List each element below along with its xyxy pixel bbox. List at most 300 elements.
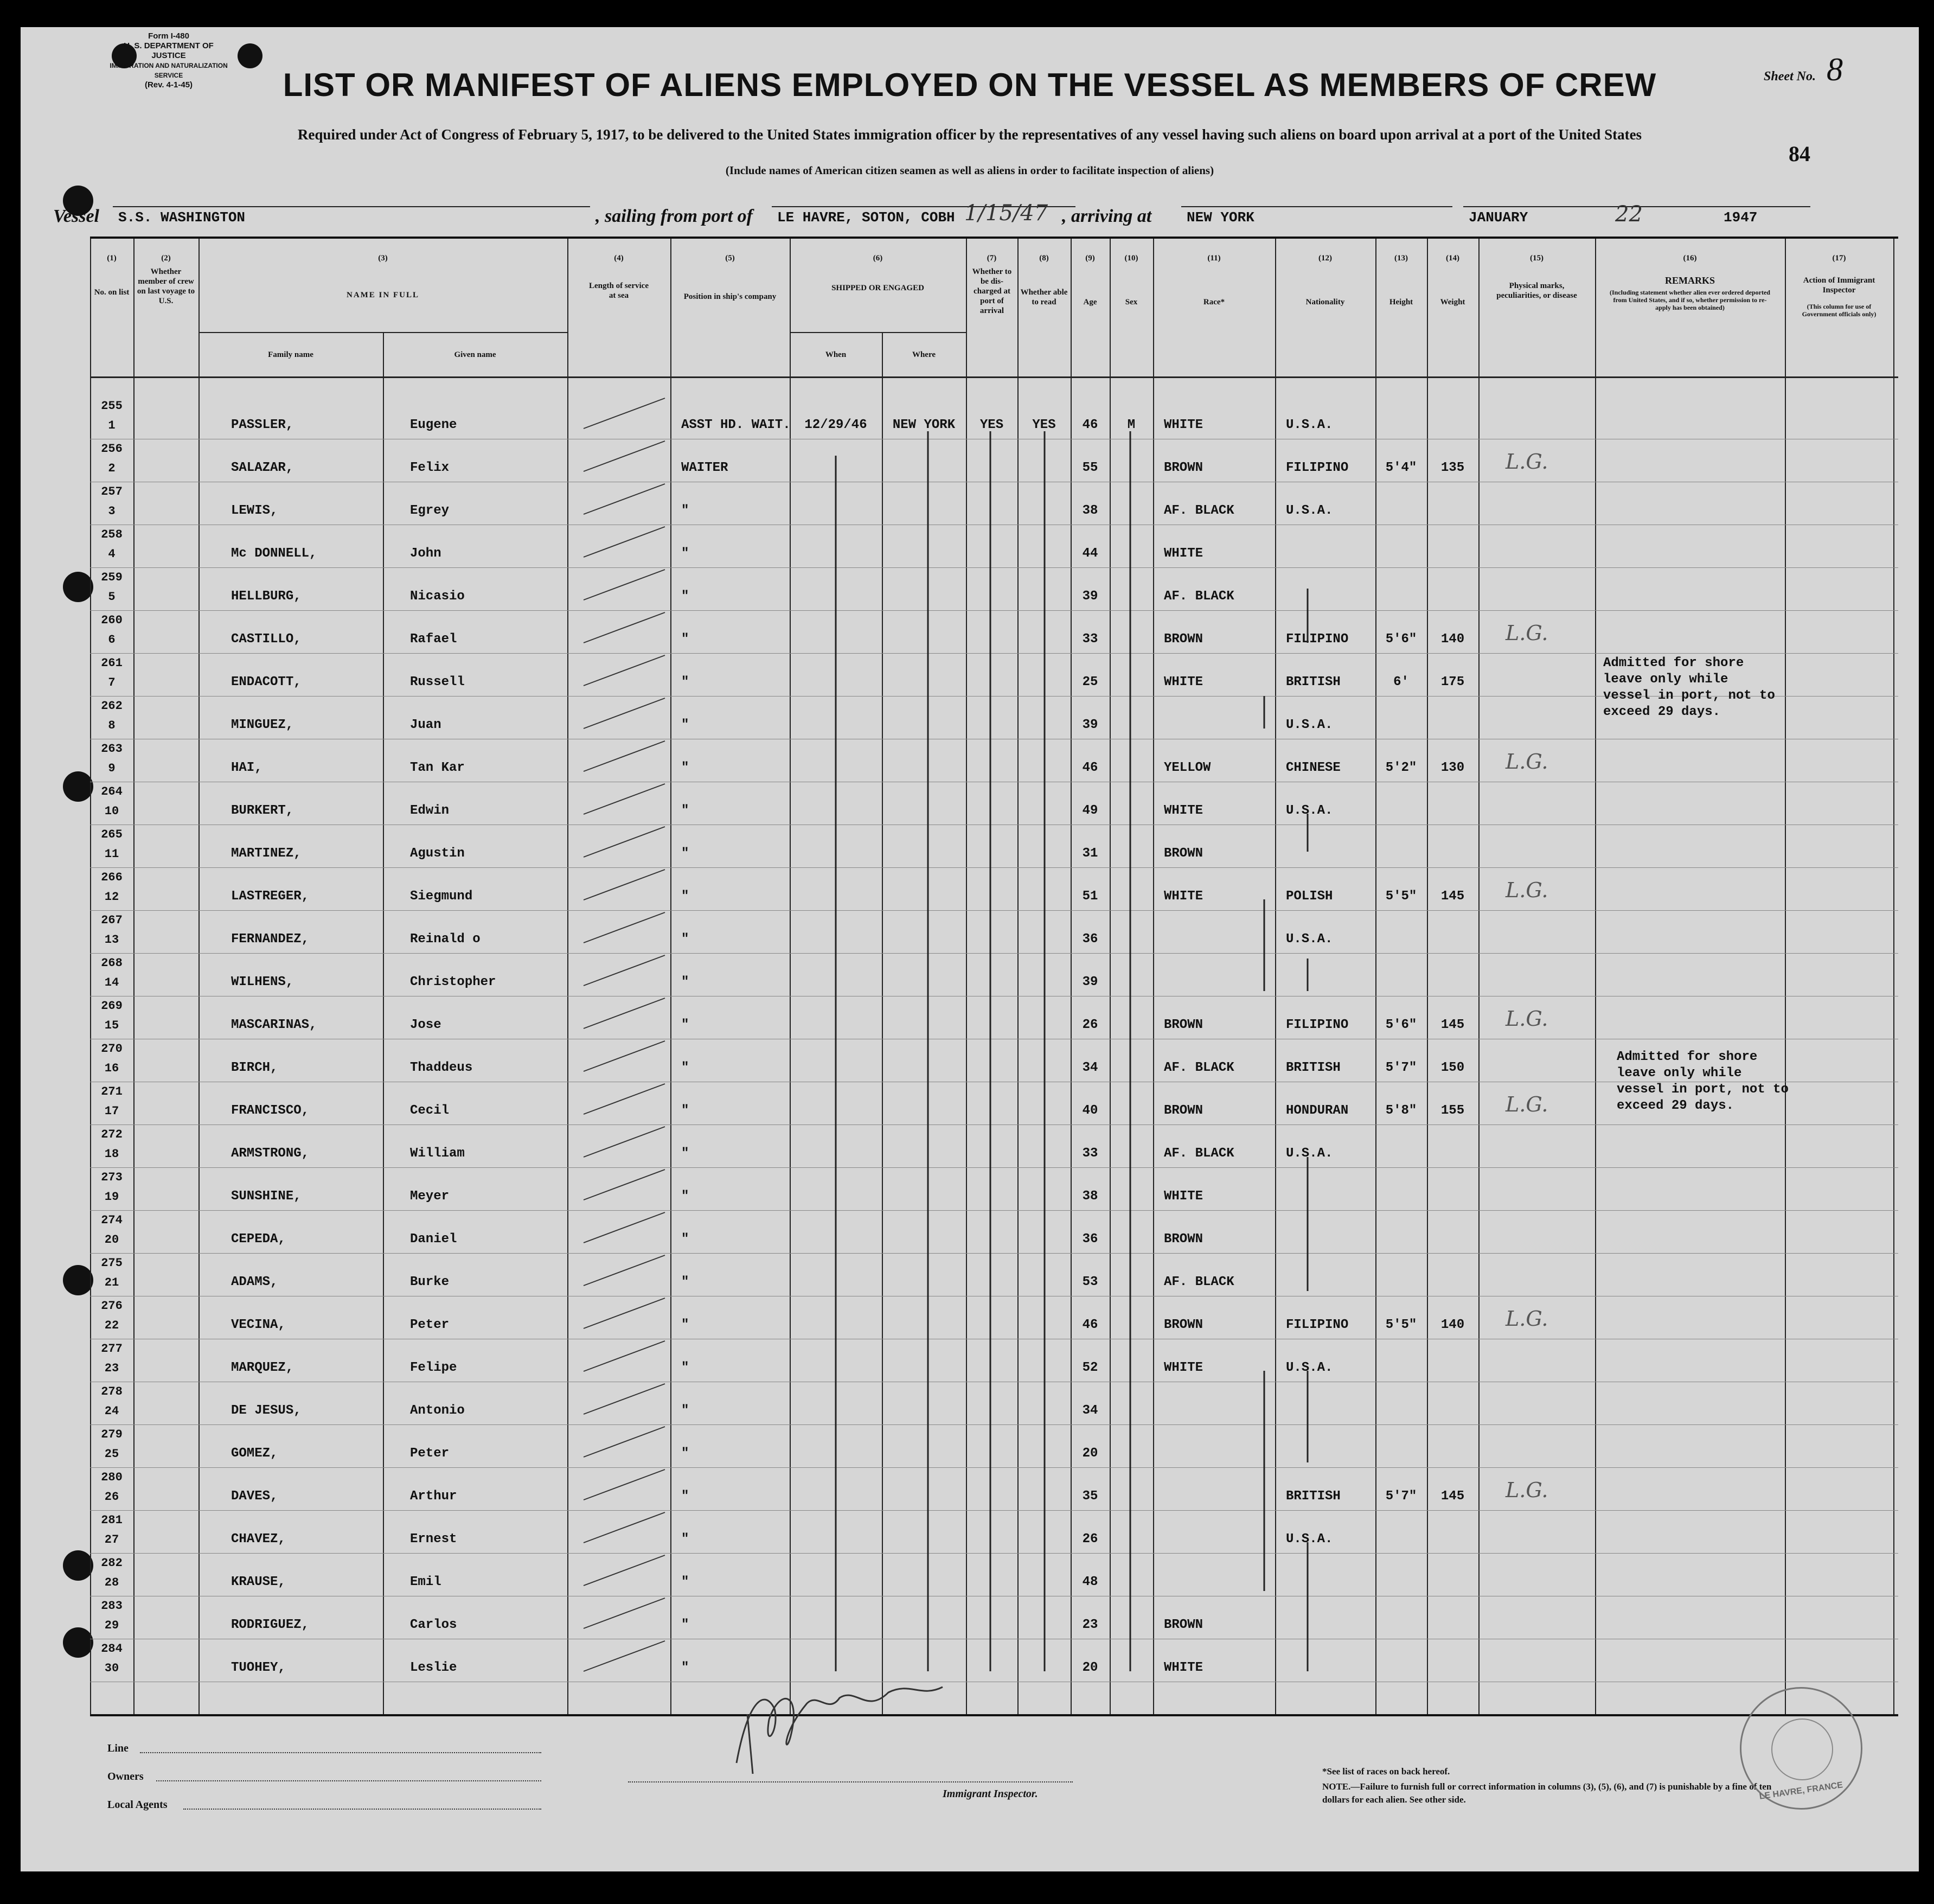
service-check-stroke: [584, 1170, 665, 1200]
cell-age: 31: [1082, 846, 1098, 861]
cell-top: 261: [101, 656, 123, 670]
cell-given: Burke: [410, 1275, 450, 1289]
inspector-signature: [715, 1671, 964, 1779]
cell-position: ": [681, 1103, 689, 1118]
cell-family: SUNSHINE,: [231, 1189, 302, 1204]
col5-number: (5): [725, 254, 735, 263]
cell-line: 2: [108, 462, 116, 475]
cell-age: 53: [1082, 1275, 1098, 1289]
cell-given: Christopher: [410, 975, 496, 989]
cell-top: 263: [101, 742, 123, 756]
col3-header: NAME IN FULL: [346, 291, 419, 299]
cell-nationality: BRITISH: [1286, 675, 1341, 689]
cell-weight: 140: [1440, 1318, 1465, 1332]
cell-family: MASCARINAS,: [231, 1018, 317, 1032]
cell-height: 5'6": [1385, 632, 1417, 647]
cell-given: Peter: [410, 1446, 450, 1461]
cell-age: 20: [1082, 1660, 1098, 1675]
col1-header: No. on list: [94, 288, 130, 297]
cell-given: Nicasio: [410, 589, 465, 604]
cell-family: Mc DONNELL,: [231, 546, 317, 561]
col12-number: (12): [1318, 254, 1332, 263]
cell-height: 5'2": [1385, 761, 1417, 775]
cell-line: 21: [104, 1276, 119, 1289]
cell-given: Antonio: [410, 1403, 465, 1418]
punch-hole: [63, 572, 93, 602]
cell-weight: 135: [1440, 461, 1465, 475]
service-check-stroke: [584, 1641, 665, 1671]
cell-line: 11: [104, 847, 119, 861]
cell-line: 15: [104, 1019, 119, 1032]
cell-top: 271: [101, 1085, 123, 1098]
cell-race: BROWN: [1164, 846, 1203, 861]
service-check-stroke: [584, 784, 665, 814]
cell-given: Agustin: [410, 846, 465, 861]
cell-weight: 150: [1440, 1060, 1465, 1075]
vessel-name: S.S. WASHINGTON: [118, 209, 246, 226]
service-check-stroke: [584, 741, 665, 771]
cell-height: 5'7": [1385, 1060, 1417, 1075]
page-number: 84: [1789, 142, 1810, 166]
col12-header: Nationality: [1305, 298, 1345, 306]
cell-sex: M: [1127, 418, 1136, 432]
cell-race: BROWN: [1164, 632, 1203, 647]
col8-header: Whether able to read: [1020, 288, 1068, 306]
cell-line: 1: [108, 419, 116, 432]
service-check-stroke: [584, 612, 665, 643]
col17-header: Action of Immigrant Inspector: [1803, 276, 1875, 295]
cell-nationality: U.S.A.: [1286, 932, 1333, 947]
cell-top: 277: [101, 1342, 123, 1356]
service-check-stroke: [584, 1598, 665, 1628]
cell-race: AF. BLACK: [1164, 1275, 1234, 1289]
cell-top: 264: [101, 785, 123, 798]
col16-header: REMARKS: [1664, 275, 1715, 286]
form-id-line: IMMIGRATION AND NATURALIZATION SERVICE: [110, 62, 228, 79]
service-check-stroke: [584, 1512, 665, 1543]
cell-top: 279: [101, 1428, 123, 1441]
service-check-stroke: [584, 827, 665, 857]
consulate-seal-stamp: [1740, 1687, 1862, 1810]
cell-nationality: FILIPINO: [1286, 1318, 1349, 1332]
cell-position: ": [681, 1060, 689, 1075]
cell-given: Emil: [410, 1575, 441, 1589]
col17-note: (This column for use of Government officials only): [1802, 303, 1877, 318]
cell-line: 3: [108, 504, 116, 518]
cell-nationality: FILIPINO: [1286, 1018, 1349, 1032]
cell-race: YELLOW: [1164, 761, 1211, 775]
col5-header: Position in ship's company: [683, 292, 777, 301]
cell-nationality: U.S.A.: [1286, 803, 1333, 818]
cell-family: MINGUEZ,: [231, 718, 294, 732]
cell-position: ": [681, 1618, 689, 1632]
service-check-stroke: [584, 870, 665, 900]
cell-marks: L.G.: [1506, 450, 1548, 474]
col11-header: Race*: [1203, 298, 1225, 306]
cell-top: 268: [101, 956, 123, 970]
cell-race: WHITE: [1164, 1660, 1203, 1675]
service-check-stroke: [584, 484, 665, 514]
cell-position: ": [681, 1232, 689, 1247]
service-check-stroke: [584, 1384, 665, 1414]
cell-top: 266: [101, 871, 123, 884]
races-note: *See list of races on back hereof.: [1322, 1766, 1450, 1777]
cell-family: DE JESUS,: [231, 1403, 302, 1418]
cell-top: 256: [101, 442, 123, 456]
cell-marks: L.G.: [1506, 878, 1548, 902]
cell-family: CEPEDA,: [231, 1232, 286, 1247]
cell-race: AF. BLACK: [1164, 1146, 1234, 1161]
line-label: Line: [107, 1742, 129, 1754]
cell-position: ": [681, 589, 689, 604]
cell-family: FERNANDEZ,: [231, 932, 310, 947]
cell-given: Felipe: [410, 1360, 457, 1375]
cell-weight: 155: [1440, 1103, 1465, 1118]
voyage-line: [53, 201, 1843, 233]
cell-age: 39: [1082, 975, 1098, 989]
cell-top: 278: [101, 1385, 123, 1398]
col2-number: (2): [161, 254, 171, 263]
remark-shore-leave: Admitted for shore leave only while vessel in port, not to exceed 29 days.: [1617, 1050, 1789, 1113]
document-subtitle: Required under Act of Congress of February 5, 1917, to be delivered to the United States immigration officer by the representatives of any vessel having such aliens on board upon arrival at a port of the United States: [297, 126, 1642, 143]
cell-age: 33: [1082, 632, 1098, 647]
arrival-day: 22: [1615, 202, 1643, 227]
cell-position: ": [681, 761, 689, 775]
arrival-month: JANUARY: [1469, 209, 1528, 226]
cell-age: 38: [1082, 1189, 1098, 1204]
punch-hole: [63, 771, 93, 802]
col13-header: Height: [1389, 298, 1413, 306]
col9-header: Age: [1083, 298, 1097, 306]
cell-race: AF. BLACK: [1164, 503, 1234, 518]
col6-number: (6): [873, 254, 883, 263]
penalty-note: NOTE.—Failure to furnish full or correct information in columns (3), (5), (6), and (7) is punishable by a fine of ten dollars for each alien. See other side.: [1322, 1781, 1772, 1805]
cell-position: ": [681, 1318, 689, 1332]
cell-age: 26: [1082, 1532, 1098, 1547]
cell-age: 23: [1082, 1618, 1098, 1632]
cell-marks: L.G.: [1506, 621, 1548, 645]
col15-header: Physical marks, peculiarities, or disease: [1496, 282, 1577, 300]
col14-number: (14): [1446, 254, 1459, 263]
cell-height: 5'8": [1385, 1103, 1417, 1118]
cell-race: WHITE: [1164, 803, 1203, 818]
cell-family: BURKERT,: [231, 803, 294, 818]
cell-race: BROWN: [1164, 1618, 1203, 1632]
cell-line: 22: [104, 1319, 119, 1332]
arrival-year: 1947: [1724, 209, 1758, 226]
cell-race: BROWN: [1164, 1232, 1203, 1247]
service-check-stroke: [584, 1469, 665, 1500]
cell-top: 269: [101, 999, 123, 1013]
cell-given: Arthur: [410, 1489, 457, 1504]
cell-top: 284: [101, 1642, 123, 1656]
service-check-stroke: [584, 1212, 665, 1243]
sheet-number-value: 8: [1827, 52, 1843, 87]
form-id-line: Form I-480: [148, 31, 189, 41]
cell-height: 5'6": [1385, 1018, 1417, 1032]
cell-line: 29: [104, 1619, 119, 1632]
cell-race: WHITE: [1164, 889, 1203, 904]
cell-weight: 145: [1440, 889, 1465, 904]
cell-age: 40: [1082, 1103, 1098, 1118]
punch-hole: [238, 43, 262, 68]
cell-position: ": [681, 803, 689, 818]
document-title: LIST OR MANIFEST OF ALIENS EMPLOYED ON THE VESSEL AS MEMBERS OF CREW: [283, 67, 1657, 103]
cell-height: 5'7": [1385, 1489, 1417, 1504]
cell-marks: L.G.: [1506, 1092, 1548, 1116]
cell-age: 33: [1082, 1146, 1098, 1161]
cell-given: Eugene: [410, 418, 457, 432]
cell-line: 8: [108, 719, 116, 732]
col13-number: (13): [1394, 254, 1408, 263]
cell-given: Egrey: [410, 503, 450, 518]
cell-nationality: U.S.A.: [1286, 1360, 1333, 1375]
cell-age: 51: [1082, 889, 1098, 904]
cell-line: 6: [108, 633, 116, 647]
cell-top: 283: [101, 1599, 123, 1613]
cell-weight: 140: [1440, 632, 1465, 647]
vessel-underline: [113, 206, 590, 207]
cell-given: John: [410, 546, 441, 561]
cell-line: 25: [104, 1447, 119, 1461]
cell-family: LASTREGER,: [231, 889, 310, 904]
col16-note: (Including statement whether alien ever ordered deported from United States, and if so, whether permission to re-apply has been obtained): [1610, 289, 1770, 311]
cell-family: WILHENS,: [231, 975, 294, 989]
cell-family: HELLBURG,: [231, 589, 302, 604]
service-check-stroke: [584, 1041, 665, 1071]
cell-position: ": [681, 546, 689, 561]
cell-given: Tan Kar: [410, 761, 465, 775]
cell-position: ": [681, 632, 689, 647]
cell-weight: 130: [1440, 761, 1465, 775]
cell-family: ENDACOTT,: [231, 675, 302, 689]
cell-family: FRANCISCO,: [231, 1103, 310, 1118]
col10-number: (10): [1124, 254, 1138, 263]
cell-family: ADAMS,: [231, 1275, 278, 1289]
cell-weight: 145: [1440, 1489, 1465, 1504]
cell-given: Edwin: [410, 803, 450, 818]
manifest-sheet: [21, 27, 1919, 1871]
cell-position: ": [681, 1575, 689, 1589]
cell-top: 280: [101, 1471, 123, 1484]
cell-age: 46: [1082, 761, 1098, 775]
cell-age: 46: [1082, 418, 1098, 432]
cell-line: 5: [108, 590, 116, 604]
cell-weight: 145: [1440, 1018, 1465, 1032]
cell-nationality: HONDURAN: [1286, 1103, 1349, 1118]
cell-top: 267: [101, 913, 123, 927]
col3-number: (3): [378, 254, 388, 263]
service-check-stroke: [584, 998, 665, 1028]
cell-height: 6': [1393, 675, 1409, 689]
cell-age: 34: [1082, 1403, 1098, 1418]
cell-line: 12: [104, 890, 119, 904]
cell-race: WHITE: [1164, 1360, 1203, 1375]
col10-header: Sex: [1125, 298, 1138, 306]
cell-top: 275: [101, 1256, 123, 1270]
service-check-stroke: [584, 1427, 665, 1457]
cell-line: 17: [104, 1104, 119, 1118]
service-check-stroke: [584, 1341, 665, 1371]
cell-given: Carlos: [410, 1618, 457, 1632]
cell-race: BROWN: [1164, 1318, 1203, 1332]
cell-position: ": [681, 718, 689, 732]
cell-age: 25: [1082, 675, 1098, 689]
cell-top: 273: [101, 1171, 123, 1184]
col4-number: (4): [614, 254, 624, 263]
service-check-stroke: [584, 912, 665, 943]
immigrant-inspector-label: Immigrant Inspector.: [943, 1788, 1038, 1800]
cell-top: 260: [101, 614, 123, 627]
cell-family: MARTINEZ,: [231, 846, 302, 861]
cell-race: AF. BLACK: [1164, 1060, 1234, 1075]
cell-given: Juan: [410, 718, 441, 732]
cell-race: AF. BLACK: [1164, 589, 1234, 604]
cell-top: 258: [101, 528, 123, 541]
service-check-stroke: [584, 1127, 665, 1157]
cell-race: BROWN: [1164, 461, 1203, 475]
service-check-stroke: [584, 398, 665, 429]
cell-age: 34: [1082, 1060, 1098, 1075]
given-name-header: Given name: [454, 350, 496, 359]
cell-given: Jose: [410, 1018, 441, 1032]
cell-given: Leslie: [410, 1660, 457, 1675]
service-check-stroke: [584, 955, 665, 986]
cell-top: 272: [101, 1128, 123, 1141]
crew-table: [90, 237, 1898, 1716]
vessel-label: Vessel: [53, 206, 99, 226]
cell-weight: 175: [1440, 675, 1465, 689]
cell-line: 10: [104, 804, 119, 818]
cell-age: 39: [1082, 589, 1098, 604]
cell-nationality: CHINESE: [1286, 761, 1341, 775]
cell-line: 13: [104, 933, 119, 947]
cell-family: CASTILLO,: [231, 632, 302, 647]
cell-race: WHITE: [1164, 675, 1203, 689]
col17-number: (17): [1832, 254, 1846, 263]
service-check-stroke: [584, 1255, 665, 1286]
document-subnote: (Include names of American citizen seamen as well as aliens in order to facilitate inspection of aliens): [725, 164, 1214, 177]
cell-given: Thaddeus: [410, 1060, 473, 1075]
cell-position: ": [681, 1489, 689, 1504]
cell-race: WHITE: [1164, 418, 1203, 432]
punch-hole: [63, 1627, 93, 1658]
cell-marks: L.G.: [1506, 1307, 1548, 1331]
cell-nationality: U.S.A.: [1286, 503, 1333, 518]
cell-family: GOMEZ,: [231, 1446, 278, 1461]
cell-top: 276: [101, 1299, 123, 1313]
cell-family: TUOHEY,: [231, 1660, 286, 1675]
cell-position: ": [681, 1446, 689, 1461]
cell-marks: L.G.: [1506, 1478, 1548, 1502]
form-id-line: (Rev. 4-1-45): [144, 80, 193, 90]
cell-age: 38: [1082, 503, 1098, 518]
cell-position: ": [681, 1275, 689, 1289]
col7-number: (7): [987, 254, 997, 263]
cell-line: 4: [108, 547, 116, 561]
cell-given: Felix: [410, 461, 450, 475]
cell-nationality: FILIPINO: [1286, 461, 1349, 475]
col14-header: Weight: [1440, 298, 1465, 306]
cell-position: ASST HD. WAIT.: [681, 418, 791, 432]
where-header: Where: [912, 350, 936, 359]
cell-line: 9: [108, 762, 116, 775]
cell-line: 27: [104, 1533, 119, 1547]
cell-given: Reinald o: [410, 932, 481, 947]
cell-line: 30: [104, 1662, 119, 1675]
service-check-stroke: [584, 698, 665, 729]
cell-family: HAI,: [231, 761, 262, 775]
cell-family: VECINA,: [231, 1318, 286, 1332]
cell-given: Siegmund: [410, 889, 473, 904]
cell-age: 48: [1082, 1575, 1098, 1589]
local-agents-label: Local Agents: [107, 1799, 168, 1811]
cell-line: 18: [104, 1147, 119, 1161]
cell-line: 28: [104, 1576, 119, 1589]
cell-age: 52: [1082, 1360, 1098, 1375]
cell-race: BROWN: [1164, 1103, 1203, 1118]
cell-height: 5'5": [1385, 889, 1417, 904]
col16-number: (16): [1683, 254, 1697, 263]
cell-position: ": [681, 846, 689, 861]
owners-label: Owners: [107, 1771, 144, 1782]
punch-hole: [63, 1265, 93, 1295]
cell-family: CHAVEZ,: [231, 1532, 286, 1547]
cell-family: PASSLER,: [231, 418, 294, 432]
service-check-stroke: [584, 527, 665, 557]
cell-nationality: FILIPINO: [1286, 632, 1349, 647]
cell-nationality: BRITISH: [1286, 1489, 1341, 1504]
cell-nationality: BRITISH: [1286, 1060, 1341, 1075]
cell-position: ": [681, 1189, 689, 1204]
cell-given: Meyer: [410, 1189, 450, 1204]
cell-marks: L.G.: [1506, 750, 1548, 774]
form-id-line: U. S. DEPARTMENT OF JUSTICE: [124, 41, 214, 60]
cell-line: 19: [104, 1190, 119, 1204]
cell-age: 39: [1082, 718, 1098, 732]
cell-position: ": [681, 1532, 689, 1547]
service-check-stroke: [584, 570, 665, 600]
service-check-stroke: [584, 655, 665, 686]
cell-race: WHITE: [1164, 546, 1203, 561]
cell-family: DAVES,: [231, 1489, 278, 1504]
cell-nationality: POLISH: [1286, 889, 1333, 904]
cell-line: 20: [104, 1233, 119, 1247]
cell-given: Daniel: [410, 1232, 457, 1247]
cell-position: ": [681, 889, 689, 904]
cell-age: 46: [1082, 1318, 1098, 1332]
cell-age: 49: [1082, 803, 1098, 818]
cell-line: 7: [108, 676, 116, 689]
cell-height: 5'4": [1385, 461, 1417, 475]
cell-race: WHITE: [1164, 1189, 1203, 1204]
service-check-stroke: [584, 441, 665, 471]
cell-age: 36: [1082, 1232, 1098, 1247]
cell-family: MARQUEZ,: [231, 1360, 294, 1375]
cell-given: Peter: [410, 1318, 450, 1332]
cell-top: 255: [101, 399, 123, 413]
cell-family: BIRCH,: [231, 1060, 278, 1075]
cell-family: SALAZAR,: [231, 461, 294, 475]
cell-family: ARMSTRONG,: [231, 1146, 310, 1161]
cell-top: 265: [101, 828, 123, 841]
cell-where: NEW YORK: [892, 418, 956, 432]
cell-position: ": [681, 1660, 689, 1675]
cell-top: 281: [101, 1513, 123, 1527]
arriving-label: , arriving at: [1062, 206, 1152, 226]
cell-nationality: U.S.A.: [1286, 718, 1333, 732]
cell-top: 262: [101, 699, 123, 713]
